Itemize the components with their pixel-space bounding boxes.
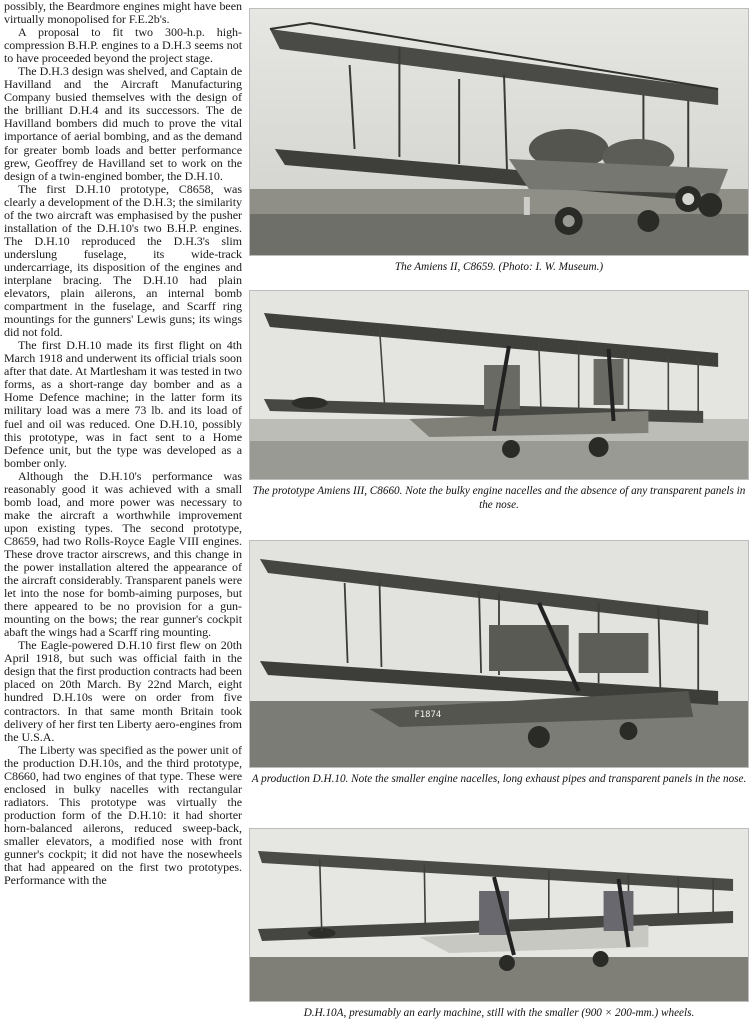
paragraph: Although the D.H.10's performance was reasonably good it was achieved with a small bomb load, and more power was necessary to make the aircraft a worthwhile improvement upon existing types. The second prototype, C8659, had two Rolls-Royce Eagle VIII engines. These drove tractor airscrews, and this change in the power installation altered the appearance of the aircraft considerably. Transparent panels were let into the nose for bomb-aiming purposes, but there appeared to be no provision for a gun-mounting on the bows; the rear gunner's cockpit abaft the wings had a Scarff ring mounting.: [4, 468, 242, 640]
figure-caption: A production D.H.10. Note the smaller engine nacelles, long exhaust pipes and transparent panels in the nose.: [251, 773, 747, 785]
article-text-column: [4, 0, 242, 1024]
aircraft-photo: [249, 540, 749, 768]
paragraph: The first D.H.10 prototype, C8658, was clearly a development of the D.H.3; the similarity of the two aircraft was emphasised by the pusher installation of the D.H.10's two B.H.P. engines. The D.H.10 reproduced the D.H.3's slim underslung fuselage, its wide-track undercarriage, its disposition of the engines and interplane bracing. The D.H.10 had plain elevators, plain ailerons, an internal bomb compartment in the fuselage, and Scarff ring mountings for the gunners' Lewis guns; its wings did not fold.: [4, 181, 242, 340]
figure-caption: The prototype Amiens III, C8660. Note the bulky engine nacelles and the absence of any transparent panels in the nose.: [252, 485, 746, 511]
aircraft-photo: [249, 8, 749, 256]
figure-dh10a: [249, 828, 749, 1020]
aircraft-photo: [249, 828, 749, 1002]
paragraph: A proposal to fit two 300-h.p. high-compression B.H.P. engines to a D.H.3 seems not to have proceeded beyond the project stage.: [4, 25, 242, 66]
figure-caption: D.H.10A, presumably an early machine, still with the smaller (900 × 200-mm.) wheels.: [303, 1007, 695, 1019]
figure-amiens-iii: [249, 290, 749, 512]
paragraph: The first D.H.10 made its first flight on 4th March 1918 and underwent its official trials soon after that date. At Martlesham it was tested in two forms, as a short-range day bomber and as a Home Defence machine; in the latter form its military load was a mere 73 lb. and its load of fuel and oil was reduced. One D.H.10, possibly this prototype, was in fact sent to a Home Defence unit, but the type was developed as a bomber only.: [4, 338, 242, 470]
paragraph: The Liberty was specified as the power unit of the production D.H.10s, and the third prototype, C8660, had two engines of that type. These were enclosed in bulky nacelles with rectangular radiators. This prototype was virtually the production form of the D.H.10: it had shorter horn-balanced ailerons, reduced sweep-back, smaller elevators, a modified nose with front gunner's cockpit; it did not have the nosewheels that had appeared on the first two prototypes. Performance with the: [4, 742, 242, 888]
figure-production-dh10: [249, 540, 749, 786]
serial-marking: F1874: [414, 709, 442, 721]
aircraft-photo: [249, 290, 749, 480]
figure-caption: The Amiens II, C8659. (Photo: I. W. Museum.): [394, 261, 604, 273]
paragraph: The Eagle-powered D.H.10 first flew on 20th April 1918, but such was official faith in the design that the first production contracts had been placed on 20th March. By 22nd March, eight hundred D.H.10s were on order from five contractors. In that same month Britain took delivery of her first ten Liberty aero-engines from the U.S.A.: [4, 638, 242, 744]
paragraph: possibly, the Beardmore engines might have been virtually monopolised for F.E.2b's.: [4, 0, 242, 27]
figure-amiens-ii: [249, 8, 749, 274]
paragraph: The D.H.3 design was shelved, and Captain de Havilland and the Aircraft Manufacturing Company busied themselves with the design of the brilliant D.H.4 and its successors. The de Havilland bombers did much to prove the vital importance of aerial bombing, and as the demand for greater bomb loads and better performance grew, Geoffrey de Havilland set to work on the design of a twin-engined bomber, the D.H.10.: [4, 64, 242, 183]
